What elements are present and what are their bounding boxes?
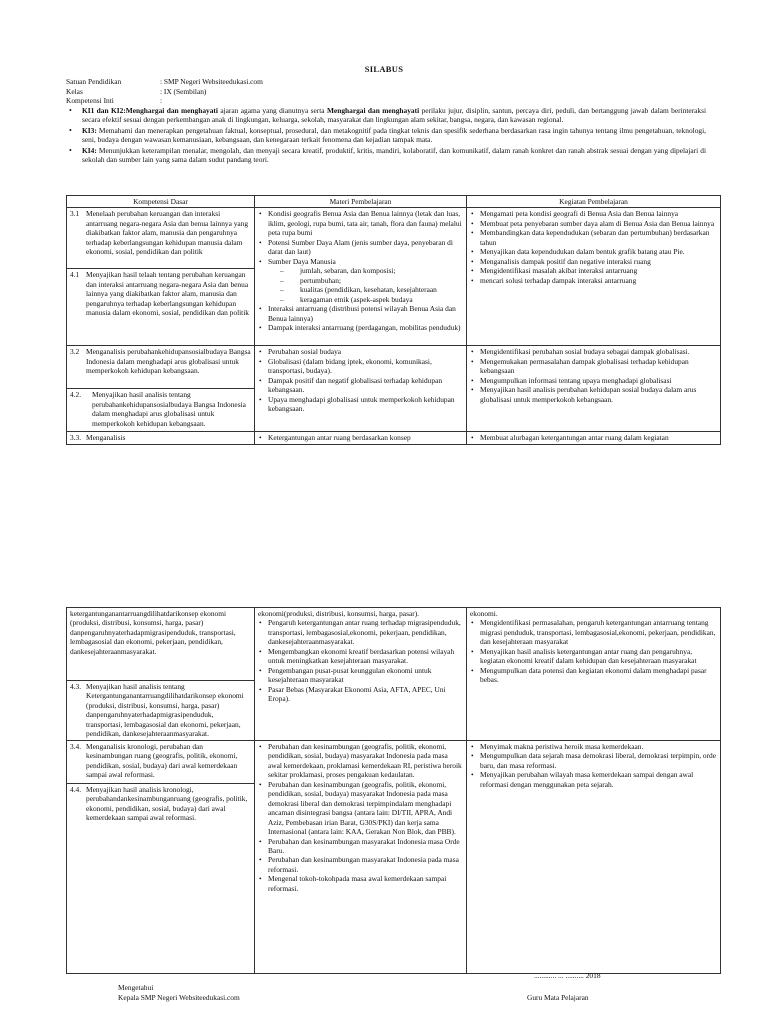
- materi-cell: • Perubahan sosial budaya • Globalisasi (dalam bidang iptek, ekonomi, komunikasi, transportasi, budaya). • Dampak positif dan negatif globalisasi terhadap kehidupan kebangsaan. • Upaya menghadapi globalisasi untuk memperkokoh kehidupan kebangsaan.: [255, 346, 467, 432]
- kd-cell: 4.4. Menyajikan hasil analisis kronologi, perubahandankesinambunganruang (geografis, politik, ekonomi, pendidikan, sosial, budaya) dari awal kemerdekaan sampai awal reformasi.: [67, 783, 255, 973]
- signature-title: Kepala SMP Negeri Websiteedukasi.com: [118, 993, 240, 1002]
- kd-cell: ketergantunganantarruangdilihatdarikonsep ekonomi (produksi, distribusi, konsumsi, harga, pasar) danpengaruhnyaterhadapmigrasipenduduk, transportasi, lembagasosial dan ekonomi, pekerjaan, pendidikan, dankesejahteraanmasyarakat.: [67, 608, 255, 681]
- kegiatan-cell: • Mengamati peta kondisi geografi di Benua Asia dan Benua lainnya • Membuat peta penyebaran sumber daya alam di Benua Asia dan Benua lainnya • Membandingkan data kependudukan (sebaran dan pertumbuhan) berdasarkan tahun • Menyajikan data kependudukan dalam bentuk grafik batang atau Pie. • Menganalisis dampak positif dan negative interaksi ruang • Mengidentifikasi masalah akibat interaksi antarruang • mencari solusi terhadap dampak interaksi antarruang: [467, 208, 721, 346]
- materi-cell: • Perubahan dan kesinambungan (geografis, politik, ekonomi, pendidikan, sosial, budaya) masyarakat Indonesia pada masa awal kemerdekaan, proklamasi kemerdekaan RI, peristiwa heroik sekitar proklamasi, proses pengakuan kedaulatan. • Perubahan dan kesinambungan (geografis, politik, ekonomi, pendidikan, sosial, budaya) masyarakat Indonesia pada masa demokrasi liberal dan demokrasi terpimpindalam menghadapi ancaman disintegrasi bangsa (antara lain: DI/TII, APRA, Andi Aziz, Pembebasan irian Barat, G30S/PKI) dan kerja sama Internasional (antara lain: KAA, Gerakan Non Blok, dan PBB). • Perubahan dan kesinambungan masyarakat Indonesia masa Orde Baru. • Perubahan dan kesinambungan masyarakat Indonesia pada masa reformasi. • Mengenal tokoh-tokohpada masa awal kemerdekaan sampai reformasi.: [255, 740, 467, 973]
- signature-date: ............ ... .......... 2018: [534, 971, 601, 980]
- page-title: SILABUS: [364, 64, 404, 74]
- kompetensi-inti-list: [66, 106, 706, 166]
- table-row: [67, 432, 721, 444]
- meta-value: : IX (Sembilan): [160, 86, 207, 96]
- kd-cell: 4.2. Menyajikan hasil analisis tentang perubahankehidupansosialbudaya Bangsa Indonesia dalam menghadapi arus globalisasi untuk memperkokoh kehidupan kebangsaan.: [67, 389, 255, 432]
- meta-value: :: [160, 96, 163, 105]
- signature-label: Mengetahui: [118, 983, 154, 992]
- table-row: [67, 608, 721, 681]
- materi-cell: • Ketergantungan antar ruang berdasarkan konsep: [255, 432, 467, 444]
- table-row: [67, 346, 721, 389]
- kd-cell: 4.1 Menyajikan hasil telaah tentang perubahan keruangan dan interaksi antarruang negara-negara Asia dan benua lainnya yang diakibatkan faktor alam, manusia dan pengaruhnya terhadap keberlangsungan kehidupan manusia dalam ekonomi, sosial, pendidikan dan politik: [67, 269, 255, 346]
- table-header-row: [67, 196, 721, 208]
- meta-label: Satuan Pendidikan: [66, 77, 122, 86]
- ki3-item: • KI3: Memahami dan menerapkan pengetahuan faktual, konseptual, prosedural, dan metakognitif pada tingkat teknis dan spesifik sederhana berdasarkan rasa ingin tahunya tentang ilmu pengetahuan, teknologi, seni, budaya dengan wawasan kemanusiaan, kebangsaan, dan kenegaraan terkait fenomena dan kejadian tampak mata.: [66, 126, 706, 145]
- kegiatan-cell: • Menyimak makna peristiwa heroik masa kemerdekaan. • Mengumpulkan data sejarah masa demokrasi liberal, demokrasi terpimpin, orde baru, dan masa reformasi. • Menyajikan perubahan wilayah masa kemerdekaan sampai dengan awal reformasi dengan menggunakan peta sejarah.: [467, 740, 721, 973]
- signature-principal: [118, 983, 240, 1003]
- materi-cell: ekonomi(produksi, distribusi, konsumsi, harga, pasar). • Pengaruh ketergantungan antar ruang terhadap migrasipenduduk, transportasi, lembagasosial,ekonomi, pekerjaan, pendidikan, dankesejahteraanmasyarakat. • Mengembangkan ekonomi kreatif berdasarkan potensi wilayah untuk meningkatkan kesejahteraan masyarakat. • Pengembangan pusat-pusat keunggulan ekonomi untuk kesejahteraan masyarakat • Pasar Bebas (Masyarakat Ekonomi Asia, AFTA, APEC, Uni Eropa).: [255, 608, 467, 741]
- kegiatan-cell: ekonomi. • Mengidentifikasi permasalahan, pengaruh ketergantungan antarruang tentang migrasi penduduk, transportasi, lembagasosial,ekonomi, pekerjaan, pendidikan, dan kesejahteraan masyarakat • Menyajikan hasil analisis ketergantungan antar ruang dan pengaruhnya, kegiatan ekonomi kreatif dalam kehidupan dan kesejahteraan masyarakat • Mengumpulkan data potensi dan kegiatan ekonomi dalam menghadapi pasar bebas.: [467, 608, 721, 741]
- kd-cell: 3.1 Menelaah perubahan keruangan dan interaksi antarruang negara-negara Asia dan benua lainnya yang diakibatkan faktor alam, manusia dan pengaruhnya terhadap keberlangsungan kehidupan manusia dalam ekonomi, sosial, pendidikan dan politik: [67, 208, 255, 269]
- signature-teacher: Guru Mata Pelajaran: [527, 993, 589, 1002]
- meta-row-kelas: [66, 87, 706, 97]
- kd-cell: 3.3. Menganalisis: [67, 432, 255, 444]
- kd-cell: 3.4. Menganalisis kronologi, perubahan dan kesinambungan ruang (geografis, politik, ekonomi, pendidikan, sosial, budaya) dari awal kemerdekaan sampai awal reformasi.: [67, 740, 255, 783]
- kegiatan-cell: • Membuat alurbagan ketergantungan antar ruang dalam kegiatan: [467, 432, 721, 444]
- table-row: [67, 740, 721, 783]
- materi-cell: • Kondisi geografis Benua Asia dan Benua lainnya (letak dan luas, iklim, geologi, rupa bumi, tata air, tanah, flora dan fauna) melalui peta rupa bumi • Potensi Sumber Daya Alam (jenis sumber daya, penyebaran di darat dan laut) • Sumber Daya Manusia – jumlah, sebaran, dan komposisi; – pertumbuhan; – kualitas (pendidikan, kesehatan, kesejahteraan – keragaman etnik (aspek-aspek budaya • Interaksi antarruang (distribusi potensi wilayah Benua Asia dan Benua lainnya) • Dampak interaksi antarruang (perdagangan, mobilitas penduduk): [255, 208, 467, 346]
- meta-label: Kelas: [66, 86, 83, 96]
- table-row: [67, 208, 721, 269]
- header-materi: Materi Pembelajaran: [255, 196, 467, 208]
- kegiatan-cell: • Mengidentifikasi perubahan sosial budaya sebagai dampak globalisasi. • Mengemukakan permasalahan dampak globalisasi terhadap kehidupan kebangsaan • Mengumpulkan informasi tentang upaya menghadapi globalisasi • Menyajikan hasil analisis perubahan kehidupan sosial budaya dalam arus globalisasi untuk memperkokoh kebangsaan.: [467, 346, 721, 432]
- meta-value: : SMP Negeri Websiteedukasi.com: [160, 77, 263, 86]
- header-kd: Kompetensi Dasar: [67, 196, 255, 208]
- kd-cell: 4.3. Menyajikan hasil analisis tentang Ketergantunganantarruangdilihatdarikonsep ekonomi (produksi, distribusi, konsumsi, harga, pasar) danpengaruhnyaterhadapmigrasipenduduk, transportasi, lembagasosial dan ekonomi, pekerjaan, pendidikan, dankesejahteraanmasyarakat.: [67, 681, 255, 741]
- header-kegiatan: Kegiatan Pembelajaran: [467, 196, 721, 208]
- ki4-item: • KI4: Menunjukkan keterampilan menalar, mengolah, dan menyaji secara kreatif, produktif, kritis, mandiri, kolaboratif, dan komunikatif, dalam ranah konkret dan ranah abstrak sesuai dengan yang dipelajari di sekolah dan sumber lain yang sama dalam sudut pandang teori.: [66, 146, 706, 165]
- meta-label: Kompetensi Inti: [66, 96, 114, 105]
- identity-block: [66, 77, 706, 106]
- syllabus-table-bottom: [66, 607, 721, 974]
- meta-row-satuan: [66, 77, 706, 87]
- meta-row-ki: [66, 96, 706, 106]
- syllabus-table-top: [66, 195, 721, 445]
- ki1-item: • KI1 dan KI2:Menghargai dan menghayati ajaran agama yang dianutnya serta Menghargai dan menghayati perilaku jujur, disiplin, santun, percaya diri, peduli, dan bertanggung jawab dalam berinteraksi secara efektif sesuai dengan perkembangan anak di lingkungan, keluarga, sekolah, masyarakat dan lingkungan alam sekitar, bangsa, negara, dan kawasan regional.: [66, 106, 706, 125]
- kd-cell: 3.2 Menganalisis perubahankehidupansosialbudaya Bangsa Indonesia dalam menghadapi arus globalisasi untuk memperkokoh kehidupan kebangsaan.: [67, 346, 255, 389]
